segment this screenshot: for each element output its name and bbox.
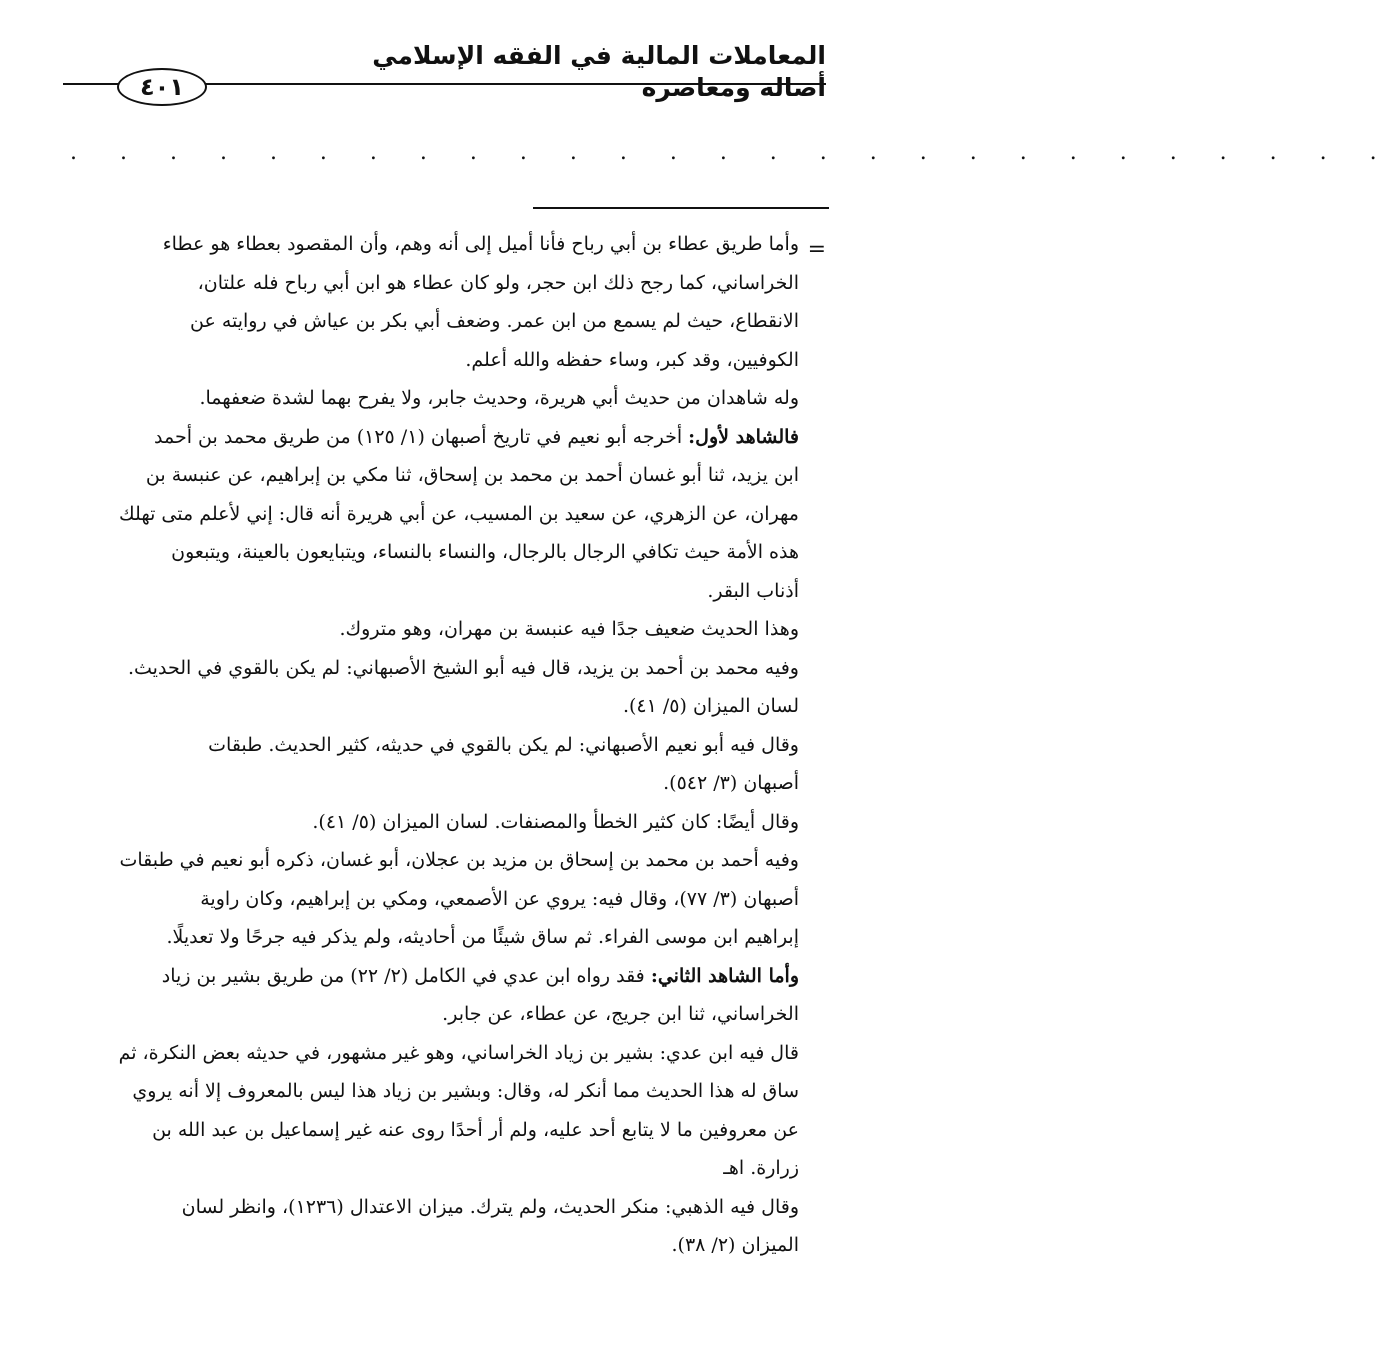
line-text: الكوفيين، وقد كبر، وساء حفظه والله أعلم. — [465, 348, 799, 371]
text-line — [62, 918, 799, 957]
bold-lead-label: وأما الشاهد الثاني: — [650, 964, 799, 987]
text-line — [62, 1034, 799, 1073]
line-text: فقد رواه ابن عدي في الكامل (٢/ ٢٢) من طريق بشير بن زياد — [161, 964, 651, 987]
line-text: وقال أيضًا: كان كثير الخطأ والمصنفات. لسان الميزان (٥/ ٤١). — [312, 810, 799, 833]
line-text: أصبهان (٣/ ٧٧)، وقال فيه: يروي عن الأصمعي، ومكي بن إبراهيم، وكان راوية — [200, 887, 799, 910]
line-text: وله شاهدان من حديث أبي هريرة، وحديث جابر، ولا يفرح بهما لشدة ضعفهما. — [199, 387, 799, 409]
line-text: ابن يزيد، ثنا أبو غسان أحمد بن محمد بن إسحاق، ثنا مكي بن إبراهيم، عن عنبسة بن — [145, 464, 799, 486]
text-line — [62, 379, 799, 418]
line-text: أذناب البقر. — [707, 579, 799, 602]
text-line — [62, 1226, 799, 1265]
line-text: وهذا الحديث ضعيف جدًا فيه عنبسة بن مهران، وهو متروك. — [339, 618, 799, 640]
line-text: الميزان (٢/ ٣٨). — [671, 1234, 799, 1256]
text-line — [62, 880, 799, 919]
text-line — [62, 1072, 799, 1111]
line-text: وقال فيه الذهبي: منكر الحديث، ولم يترك. ميزان الاعتدال (١٢٣٦)، وانظر لسان — [181, 1195, 799, 1218]
text-line — [62, 803, 799, 842]
text-line — [62, 764, 799, 803]
footnote-body — [62, 225, 799, 1265]
text-line — [62, 687, 799, 726]
text-line — [62, 572, 799, 611]
text-line — [62, 264, 799, 303]
bold-lead-label: فالشاهد لأول: — [688, 425, 799, 448]
text-line — [62, 726, 799, 765]
text-line — [62, 418, 799, 457]
text-line — [62, 456, 799, 495]
line-text: لسان الميزان (٥/ ٤١). — [622, 695, 799, 717]
text-line — [62, 610, 799, 649]
text-line — [62, 1149, 799, 1188]
line-text: الخراساني، كما رجح ذلك ابن حجر، ولو كان عطاء هو ابن أبي رباح فله علتان، — [197, 271, 799, 294]
text-line — [62, 341, 799, 380]
text-line — [62, 533, 799, 572]
text-line — [62, 649, 799, 688]
continuation-mark: = — [807, 237, 826, 262]
line-text: أخرجه أبو نعيم في تاريخ أصبهان (١/ ١٢٥) من طريق محمد بن أحمد — [154, 425, 689, 448]
text-line — [62, 995, 799, 1034]
line-text: هذه الأمة حيث تكافي الرجال بالرجال، والنساء بالنساء، ويتبايعون بالعينة، ويتبعون — [171, 541, 799, 563]
text-line — [62, 957, 799, 996]
text-line — [62, 841, 799, 880]
text-line — [62, 1111, 799, 1150]
running-header-title: المعاملات المالية في الفقه الإسلامي أصالة ومعاصرة — [372, 41, 826, 102]
line-text: الانقطاع، حيث لم يسمع من ابن عمر. وضعف أبي بكر بن عياش في روايته عن — [189, 310, 799, 332]
line-text: وأما طريق عطاء بن أبي رباح فأنا أميل إلى أنه وهم، وأن المقصود بعطاء هو عطاء — [162, 233, 799, 255]
line-text: وفيه محمد بن أحمد بن يزيد، قال فيه أبو الشيخ الأصبهاني: لم يكن بالقوي في الحديث. — [127, 656, 799, 679]
line-text: قال فيه ابن عدي: بشير بن زياد الخراساني، وهو غير مشهور، في حديثه بعض النكرة، ثم — [118, 1041, 799, 1064]
line-text: وقال فيه أبو نعيم الأصبهاني: لم يكن بالقوي في حديثه، كثير الحديث. طبقات — [208, 733, 799, 756]
text-line — [62, 225, 799, 264]
line-text: أصبهان (٣/ ٥٤٢). — [663, 772, 799, 794]
line-text: مهران، عن الزهري، عن سعيد بن المسيب، عن أبي هريرة أنه قال: إني لأعلم متى تهلك — [119, 502, 799, 525]
ellipsis-separator: . . . . . . . . . . . . . . . . . . . . . . . . . . . — [70, 140, 1395, 165]
text-line — [62, 495, 799, 534]
text-line — [62, 302, 799, 341]
line-text: زرارة. اهـ — [723, 1157, 799, 1179]
text-line — [62, 1188, 799, 1227]
line-text: عن معروفين ما لا يتابع أحد عليه، ولم أر أحدًا روى عنه غير إسماعيل بن عبد الله بن — [152, 1118, 799, 1141]
line-text: وفيه أحمد بن محمد بن إسحاق بن مزيد بن عجلان، أبو غسان، ذكره أبو نعيم في طبقات — [119, 849, 799, 871]
line-text: إبراهيم ابن موسى الفراء. ثم ساق شيئًا من أحاديثه، ولم يذكر فيه جرحًا ولا تعديلًا. — [166, 926, 799, 948]
footnote-rule — [533, 207, 829, 209]
page-number-badge: ٤٠١ — [117, 68, 207, 106]
line-text: ساق له هذا الحديث مما أنكر له، وقال: وبشير بن زياد هذا ليس بالمعروف إلا أنه يروي — [132, 1080, 799, 1102]
line-text: الخراساني، ثنا ابن جريج، عن عطاء، عن جابر. — [442, 1003, 799, 1025]
